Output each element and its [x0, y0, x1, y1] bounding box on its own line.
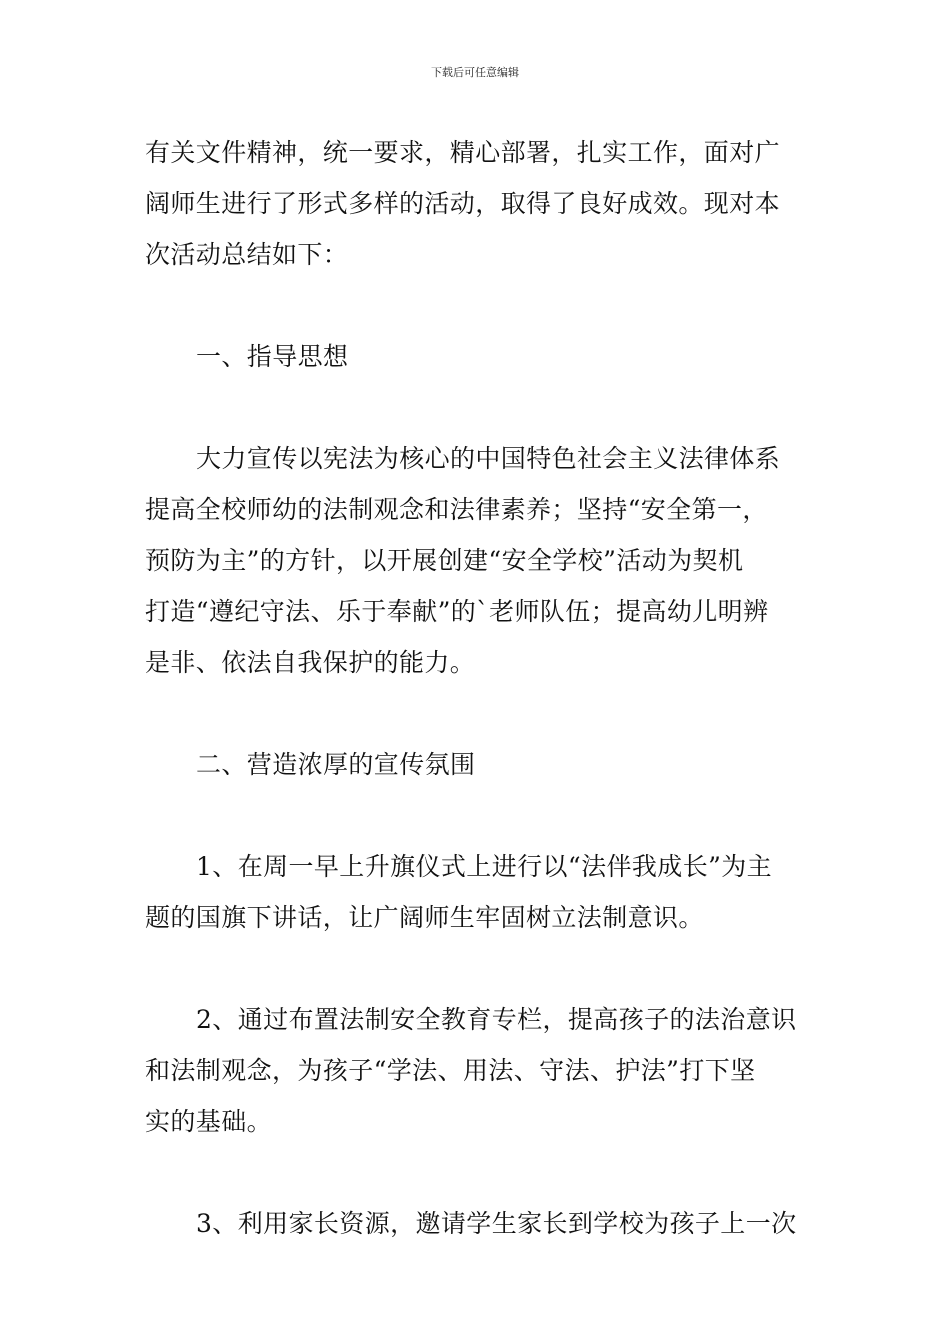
text-line: 1、在周一早上升旗仪式上进行以“法伴我成长”为主 [196, 852, 773, 881]
text-line: 阔师生进行了形式多样的活动，取得了良好成效。现对本 [145, 189, 781, 218]
text-line: 大力宣传以宪法为核心的中国特色社会主义法律体系 [196, 444, 781, 473]
page-header: 下载后可任意编辑 [431, 66, 519, 79]
text-line: 2、通过布置法制安全教育专栏，提高孩子的法治意识 [196, 1005, 797, 1034]
paragraph-item-2 [145, 994, 813, 1147]
paragraph-item-1 [145, 841, 813, 943]
text-line: 提高全校师幼的法制观念和法律素养；坚持“安全第一， [145, 495, 768, 524]
heading-text: 二、营造浓厚的宣传氛围 [196, 750, 476, 779]
text-line: 3、利用家长资源，邀请学生家长到学校为孩子上一次 [196, 1209, 797, 1238]
text-line: 是非、依法自我保护的能力。 [145, 648, 476, 677]
paragraph-guiding-idea [145, 433, 813, 688]
text-line: 次活动总结如下： [145, 240, 349, 269]
document-body [145, 127, 813, 1249]
section-heading-1 [145, 331, 813, 382]
text-line: 预防为主”的方针，以开展创建“安全学校”活动为契机 [145, 546, 744, 575]
text-line: 实的基础。 [145, 1107, 273, 1136]
paragraph-intro [145, 127, 813, 280]
text-line: 题的国旗下讲话，让广阔师生牢固树立法制意识。 [145, 903, 704, 932]
paragraph-item-3 [145, 1198, 813, 1249]
heading-text: 一、指导思想 [196, 342, 349, 371]
section-heading-2 [145, 739, 813, 790]
text-line: 有关文件精神，统一要求，精心部署，扎实工作，面对广 [145, 138, 781, 167]
text-line: 和法制观念，为孩子“学法、用法、守法、护法”打下坚 [145, 1056, 756, 1085]
text-line: 打造“遵纪守法、乐于奉献”的`老师队伍；提高幼儿明辨 [145, 597, 769, 626]
